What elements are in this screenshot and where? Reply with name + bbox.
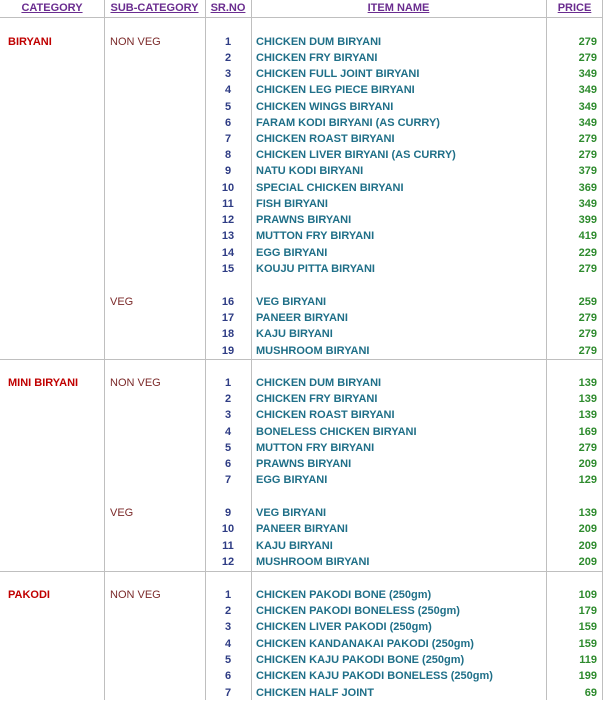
sr-no: 4 (224, 426, 232, 438)
item-price: 279 (578, 149, 597, 161)
section-divider-pakodi (0, 571, 603, 572)
item-price: 349 (578, 117, 597, 129)
item-price: 349 (578, 68, 597, 80)
item-price: 139 (578, 507, 597, 519)
sr-no: 6 (224, 458, 232, 470)
item-price: 69 (584, 687, 597, 699)
item-name: PRAWNS BIRYANI (256, 458, 352, 470)
item-name: MUSHROOM BIRYANI (256, 556, 370, 568)
sr-no: 9 (224, 507, 232, 519)
item-price: 279 (578, 36, 597, 48)
header-sub-category: SUB-CATEGORY (110, 2, 199, 14)
item-name: CHICKEN FRY BIRYANI (256, 393, 378, 405)
sr-no: 6 (224, 117, 232, 129)
item-name: PRAWNS BIRYANI (256, 214, 352, 226)
sr-no: 3 (224, 409, 232, 421)
item-price: 279 (578, 263, 597, 275)
item-name: FISH BIRYANI (256, 198, 328, 210)
item-price: 139 (578, 377, 597, 389)
item-name: CHICKEN HALF JOINT (256, 687, 374, 699)
sr-no: 13 (221, 230, 235, 242)
sr-no: 10 (221, 523, 235, 535)
item-price: 349 (578, 101, 597, 113)
item-name: CHICKEN DUM BIRYANI (256, 36, 382, 48)
item-name: EGG BIRYANI (256, 474, 328, 486)
item-name: CHICKEN ROAST BIRYANI (256, 133, 395, 145)
sr-no: 3 (224, 621, 232, 633)
item-name: PANEER BIRYANI (256, 523, 348, 535)
item-price: 119 (579, 654, 597, 666)
sr-no: 17 (221, 312, 235, 324)
item-name: EGG BIRYANI (256, 247, 328, 259)
item-price: 419 (578, 230, 597, 242)
item-price: 379 (578, 165, 597, 177)
item-name: CHICKEN LIVER BIRYANI (AS CURRY) (256, 149, 456, 161)
sr-no: 9 (224, 165, 232, 177)
item-price: 209 (578, 540, 597, 552)
item-price: 139 (578, 409, 597, 421)
item-name: SPECIAL CHICKEN BIRYANI (256, 182, 404, 194)
item-name: CHICKEN WINGS BIRYANI (256, 101, 394, 113)
item-name: CHICKEN PAKODI BONE (250gm) (256, 589, 432, 601)
item-price: 139 (578, 393, 597, 405)
header-sr-no: SR.NO (210, 2, 246, 14)
item-name: VEG BIRYANI (256, 296, 327, 308)
sr-no: 15 (221, 263, 235, 275)
sub-category-label: NON VEG (110, 377, 161, 389)
item-price: 209 (578, 458, 597, 470)
sr-no: 11 (222, 540, 234, 552)
sr-no: 7 (224, 687, 232, 699)
item-name: CHICKEN KAJU PAKODI BONE (250gm) (256, 654, 465, 666)
item-name: CHICKEN LIVER PAKODI (250gm) (256, 621, 432, 633)
item-price: 159 (578, 621, 597, 633)
sr-no: 6 (224, 670, 232, 682)
item-price: 349 (578, 84, 597, 96)
item-name: CHICKEN FULL JOINT BIRYANI (256, 68, 420, 80)
sub-category-label: NON VEG (110, 589, 161, 601)
item-price: 229 (578, 247, 597, 259)
item-price: 209 (578, 556, 597, 568)
item-price: 109 (578, 589, 597, 601)
item-name: BONELESS CHICKEN BIRYANI (256, 426, 417, 438)
sr-no: 2 (224, 52, 232, 64)
item-name: VEG BIRYANI (256, 507, 327, 519)
item-price: 399 (578, 214, 597, 226)
section-divider-mini-biryani (0, 359, 603, 360)
category-label: PAKODI (8, 589, 50, 601)
sr-no: 8 (224, 149, 232, 161)
item-price: 279 (578, 328, 597, 340)
sr-no: 18 (221, 328, 235, 340)
item-name: KAJU BIRYANI (256, 540, 333, 552)
item-price: 369 (578, 182, 597, 194)
sr-no: 19 (221, 345, 235, 357)
item-name: CHICKEN KANDANAKAI PAKODI (250gm) (256, 638, 474, 650)
sub-category-label: VEG (110, 296, 134, 308)
item-name: CHICKEN PAKODI BONELESS (250gm) (256, 605, 460, 617)
item-price: 159 (578, 638, 597, 650)
sr-no: 1 (224, 589, 232, 601)
item-price: 279 (578, 345, 597, 357)
item-name: MUTTON FRY BIRYANI (256, 230, 375, 242)
sr-no: 11 (222, 198, 234, 210)
header-price: PRICE (557, 2, 592, 14)
item-name: KOUJU PITTA BIRYANI (256, 263, 375, 275)
column-divider (546, 0, 547, 700)
item-name: PANEER BIRYANI (256, 312, 348, 324)
sr-no: 16 (221, 296, 235, 308)
sr-no: 2 (224, 605, 232, 617)
item-price: 279 (578, 133, 597, 145)
column-divider (251, 0, 252, 700)
item-name: MUSHROOM BIRYANI (256, 345, 370, 357)
category-label: MINI BIRYANI (8, 377, 79, 389)
item-price: 179 (578, 605, 597, 617)
sr-no: 14 (221, 247, 235, 259)
item-price: 199 (578, 670, 597, 682)
header-category: CATEGORY (21, 2, 83, 14)
item-price: 129 (578, 474, 597, 486)
item-price: 259 (578, 296, 597, 308)
sr-no: 1 (224, 377, 232, 389)
item-name: KAJU BIRYANI (256, 328, 333, 340)
item-name: CHICKEN DUM BIRYANI (256, 377, 382, 389)
sr-no: 12 (221, 214, 235, 226)
sr-no: 7 (224, 474, 232, 486)
sr-no: 4 (224, 638, 232, 650)
item-price: 279 (578, 312, 597, 324)
item-price: 349 (578, 198, 597, 210)
header-item-name: ITEM NAME (367, 2, 430, 14)
item-name: CHICKEN ROAST BIRYANI (256, 409, 395, 421)
sub-category-label: VEG (110, 507, 134, 519)
item-price: 279 (578, 52, 597, 64)
item-name: MUTTON FRY BIRYANI (256, 442, 375, 454)
sr-no: 3 (224, 68, 232, 80)
item-name: NATU KODI BIRYANI (256, 165, 364, 177)
item-name: FARAM KODI BIRYANI (AS CURRY) (256, 117, 440, 129)
sr-no: 4 (224, 84, 232, 96)
item-price: 209 (578, 523, 597, 535)
sr-no: 5 (224, 442, 232, 454)
sr-no: 1 (224, 36, 232, 48)
sr-no: 5 (224, 654, 232, 666)
item-price: 279 (578, 442, 597, 454)
sr-no: 2 (224, 393, 232, 405)
item-price: 169 (578, 426, 597, 438)
column-divider (104, 0, 105, 700)
header-divider (0, 17, 603, 18)
sub-category-label: NON VEG (110, 36, 161, 48)
item-name: CHICKEN LEG PIECE BIRYANI (256, 84, 415, 96)
sr-no: 7 (224, 133, 232, 145)
sr-no: 12 (221, 556, 235, 568)
item-name: CHICKEN KAJU PAKODI BONELESS (250gm) (256, 670, 493, 682)
category-label: BIRYANI (8, 36, 52, 48)
item-name: CHICKEN FRY BIRYANI (256, 52, 378, 64)
sr-no: 10 (221, 182, 235, 194)
sr-no: 5 (224, 101, 232, 113)
